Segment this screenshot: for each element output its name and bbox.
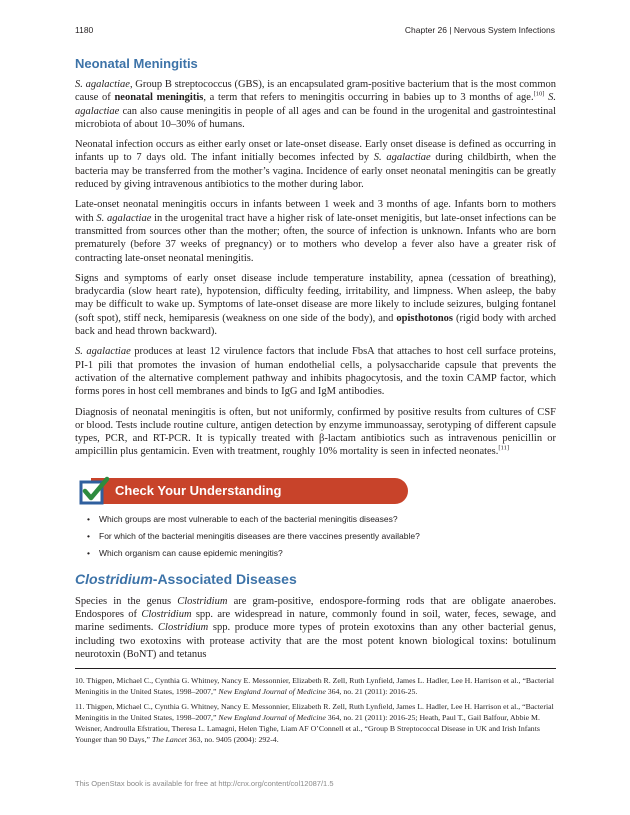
genus-name: Clostridium [177,595,228,607]
text-run: -Associated Diseases [152,570,297,587]
page-footer: This OpenStax book is available for free at http://cnx.org/content/col12087/1.5 [75,779,334,788]
text-run: spp. produce more types of protein exotoxins than any other bacterial genus, including two exotoxins with protease activity that are the most potent known biological toxins: botulinum neurotoxin (BoNT) and tetanus [75,622,556,660]
footnote-ref[interactable]: [11] [498,444,509,452]
text-run: , a term that refers to meningitis occurring in babies up to 3 months of age. [203,92,534,104]
text-run: Signs and symptoms of early onset disease include temperature instability, apnea (cessation of breathing), bradycardia (slow heart rate), hypotension, difficulty feeding, irritability, and limpness. When asleep, the baby may be difficult to wake up. Symptoms of late-onset disease are more likely to include seizures, bulging fontanel (soft spot), stiff neck, hemiparesis (weakness on one side of the body), and [75,272,556,324]
paragraph [75,198,556,264]
genus-name: Clostridium [158,622,209,634]
page-content [75,56,556,748]
footnote-10 [75,675,556,697]
footnote-divider [75,668,556,669]
running-header: Chapter 26 | Nervous System Infections [404,25,555,35]
footnote-ref[interactable]: [10] [533,90,545,98]
journal-title: New England Journal of Medicine [218,687,326,697]
text-run: 363, no. 9405 (2004): 292-4. [186,735,279,745]
list-item: • For which of the bacterial meningitis diseases are there vaccines presently available? [99,531,556,542]
text-run: 364, no. 21 (2011): 2016-25; Heath, Paul T., Gail Balfour, Abbie M. Weisner, Androulla Efstratiou, Theresa L. Lamagni, Helen Tighe, Liam AF O’Connell et al., “Group B Streptococcal Disease in UK and Irish Infants Younger than 90 Days,” [75,712,540,745]
footnotes [75,675,556,745]
species-name: S. agalactiae [373,152,431,164]
species-name: S. agalactiae [75,346,131,358]
text-run: , Group B streptococcus (GBS), is an encapsulated gram-positive bacterium that is the most common cause of [75,79,556,104]
paragraph [75,595,556,661]
species-name: S. agalactiae [96,212,152,224]
text-run: in the urogenital tract have a higher risk of late-onset menigitis, but late-onset infections can be transmitted from sources other than the mother; often, the source of infection is unknown. Infants who are born prematurely (before 37 weeks of pregnancy) or to mothers who develop a fever also have a greater risk of contracting late-onset neonatal meningitis. [75,212,556,264]
section-title-clostridium [75,571,556,587]
list-item: • Which groups are most vulnerable to each of the bacterial meningitis diseases? [99,514,556,525]
text-run: 10. Thigpen, Michael C., Cynthia G. Whitney, Nancy E. Messonnier, Elizabeth R. Zell, Ruth Lynfield, James L. Hadler, Lee H. Harrison et al., “Bacterial Meningitis in the United States, 1998–2007,” [75,676,555,697]
text-run: 11. Thigpen, Michael C., Cynthia G. Whitney, Nancy E. Messonnier, Elizabeth R. Zell, Ruth Lynfield, James L. Hadler, Lee H. Harrison et al., “Bacterial Meningitis in the United States, 1998–2007,” [75,701,554,722]
paragraph [75,78,556,131]
key-term: neonatal meningitis [114,92,204,104]
key-term: opisthotonos [396,312,454,324]
species-name: S. agalactiae [75,79,130,90]
paragraph [75,272,556,338]
paragraph [75,138,556,191]
text-run: spp. are widespread in nature, commonly found in soil, water, feces, sewage, and marine sediments. [75,609,557,634]
banner-title: Check Your Understanding [115,482,282,498]
page-number: 1180 [75,25,94,35]
paragraph [75,345,556,398]
text-run: Late-onset neonatal meningitis occurs in infants between 1 week and 3 months of age. Infants born to mothers with [75,199,556,224]
text-run: Species in the genus [75,595,178,607]
text-run: are gram-positive, endospore-forming rods that are obligate anaerobes. Endospores of [75,595,556,621]
footnote-11 [75,701,556,746]
journal-title: The Lancet [151,735,187,745]
journal-title: New England Journal of Medicine [218,712,326,722]
species-name: S. agalactiae [75,92,556,117]
paragraph [75,406,556,459]
checkbox-checkmark-icon [78,475,110,507]
genus-name: Clostridium [75,570,153,587]
check-your-understanding-banner [75,474,556,508]
list-item: • Which organism can cause epidemic meningitis? [99,548,556,559]
text-run: (rigid body with arched back and head thrown backward). [75,312,556,338]
genus-name: Clostridium [141,609,192,621]
text-run: Diagnosis of neonatal meningitis is often, but not uniformly, confirmed by positive results from cultures of CSF or blood. Tests include routine culture, antigen detection by enzyme immunoassay, serotyping of different capsule types, PCR, and RT-PCR. It is typically treated with β-lactam antibiotics such as intravenous penicillin or ampicillin plus gentamicin. Even with treatment, roughly 10% mortality is seen in infected neonates. [75,406,556,458]
check-question-list [75,514,556,559]
text-run: can also cause meningitis in people of all ages and can be found in the urogenital and gastrointestinal microbiota of about 10–30% of humans. [75,105,556,130]
text-run: 364, no. 21 (2011): 2016-25. [325,687,418,697]
text-run: during childbirth, when the bacteria may be transferred from the mother’s vagina. Incidence of early onset neonatal meningitis can be greatly reduced by giving intravenous antibiotics to the mother during labor. [75,152,557,191]
text-run: produces at least 12 virulence factors that include FbsA that attaches to host cell surface proteins, PI-1 pili that promotes the invasion of human endothelial cells, a polysaccharide capsule that prevents the activation of the alternative complement pathway and inhibits phagocytosis, and the toxin CAMP factor, which forms pores in host cell membranes and binds to IgG and IgM antibodies. [75,346,557,398]
section-title-neonatal-meningitis: Neonatal Meningitis [75,56,198,71]
text-run: Neonatal infection occurs as either early onset or late-onset disease. Early onset disease is defined as occurring in infants up to 7 days old. The infant initially becomes infected by [75,139,556,164]
